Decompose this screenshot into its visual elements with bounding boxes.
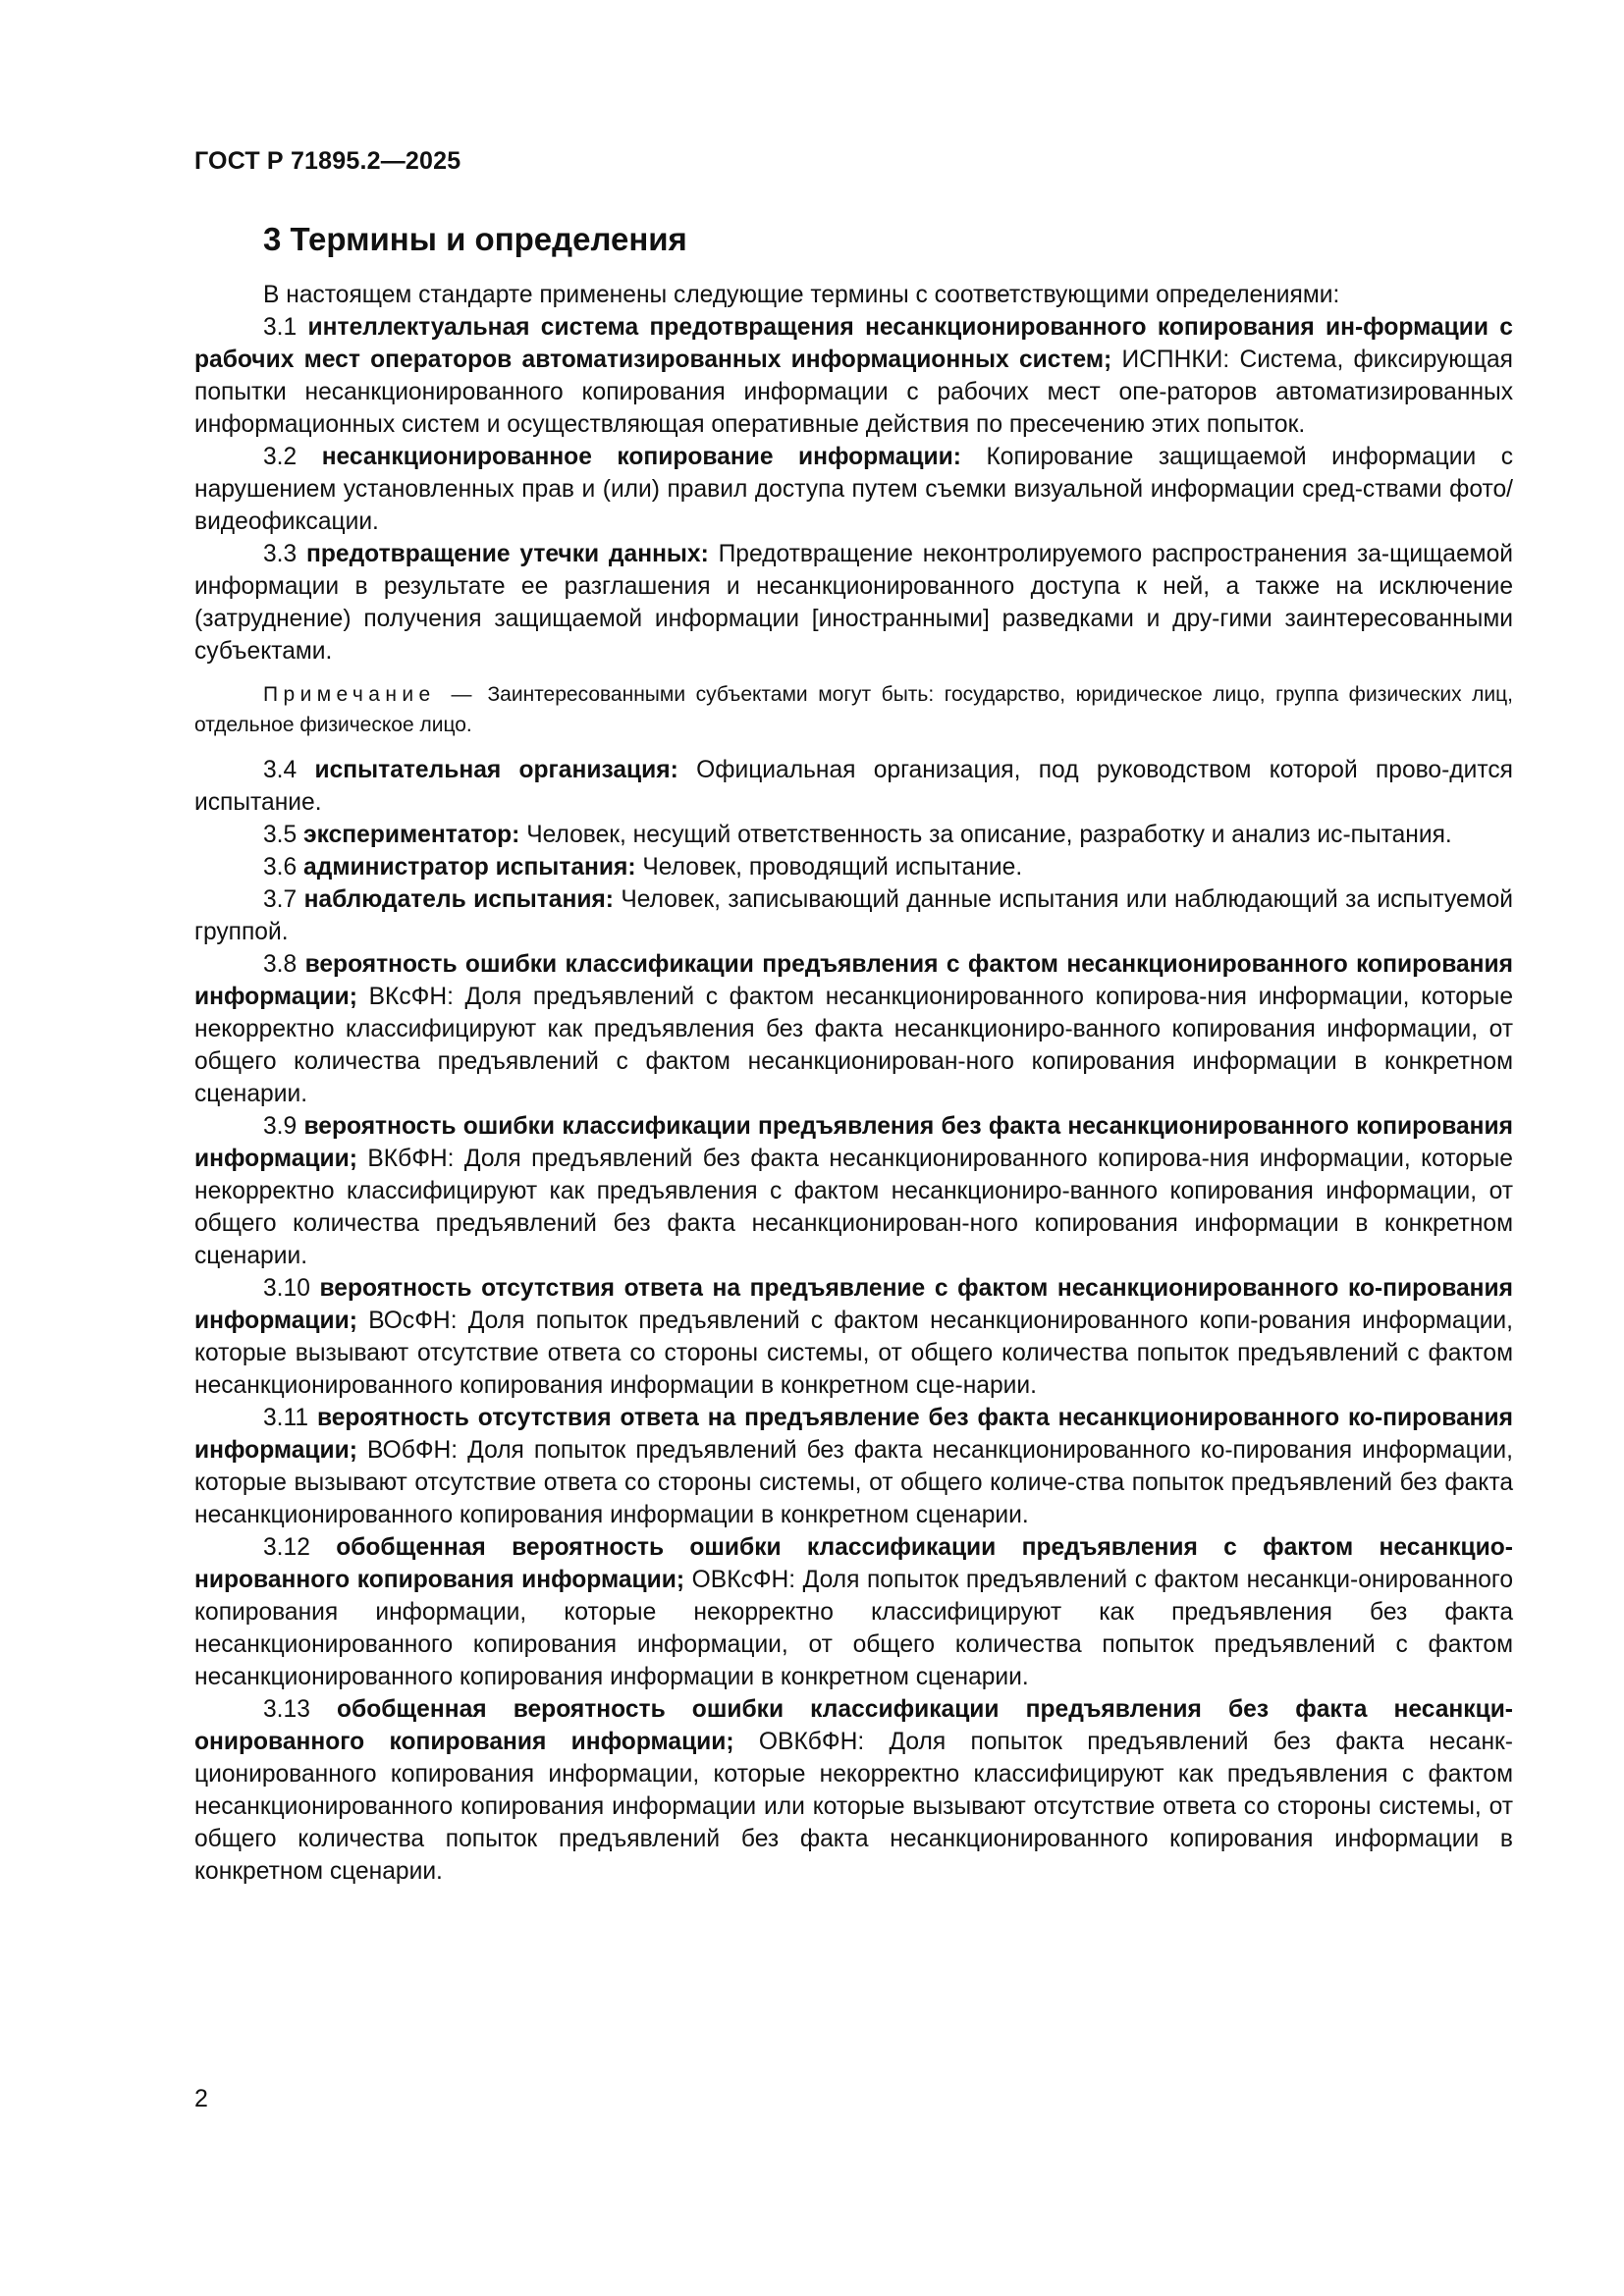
term-3-11 [194, 1402, 1513, 1531]
intro-paragraph: В настоящем стандарте применены следующие термины с соответствующими определениями: [263, 282, 1340, 308]
term-definition: ВОсФН: Доля попыток предъявлений с фактом несанкционированного копи-рования информации, которые вызывают отсутствие ответа со стороны системы, от общего количества попыток предъявлений с фактом несанкционированного копирования информации в конкретном сце-нарии. [194, 1308, 1513, 1399]
term-number: 3.3 [263, 541, 298, 567]
term-name: вероятность ошибки классификации предъявления с фактом несанкционированного копирования информации; [194, 951, 1514, 1010]
term-3-6 [194, 851, 1513, 883]
term-name: обобщенная вероятность ошибки классификации предъявления без факта несанкци-онированного копирования информации; [194, 1696, 1513, 1755]
term-number: 3.9 [263, 1113, 298, 1140]
term-name: наблюдатель испытания: [303, 886, 614, 913]
term-definition: ВОбФН: Доля попыток предъявлений без факта несанкционированного ко-пирования информации, которые вызывают отсутствие ответа со стороны системы, от общего количе-ства попыток предъявлений без факта несанкционированного копирования информации в конкретном сценарии. [194, 1437, 1513, 1528]
note-paragraph [194, 679, 1513, 740]
section-title: 3 Термины и определения [263, 221, 687, 257]
term-definition: Человек, проводящий испытание. [642, 854, 1023, 881]
term-3-5 [194, 819, 1513, 851]
term-3-13 [194, 1693, 1513, 1888]
term-definition: ВКсФН: Доля предъявлений с фактом несанкционированного копирова-ния информации, которые некорректно классифицируют как предъявления без факта несанкциониро-ванного копирования информации, от общего количества предъявлений с фактом несанкционирован-ного копирования информации в конкретном сценарии. [194, 984, 1513, 1107]
term-definition: ОВКсФН: Доля попыток предъявлений с фактом несанкци-онированного копирования информации, которые некорректно классифицируют как предъявления без факта несанкционированного копирования информации, от общего количества попыток предъявлений с фактом несанкционированного копирования информации в конкретном сценарии. [194, 1567, 1513, 1690]
term-definition: Человек, несущий ответственность за описание, разработку и анализ ис-пытания. [526, 822, 1452, 848]
term-number: 3.2 [263, 444, 298, 470]
term-3-4 [194, 754, 1513, 819]
document-code-header: ГОСТ Р 71895.2—2025 [194, 147, 461, 175]
term-3-8 [194, 948, 1513, 1110]
term-3-12 [194, 1531, 1513, 1693]
term-number: 3.13 [263, 1696, 310, 1723]
term-name: испытательная организация: [314, 757, 678, 783]
term-definition: Копирование защищаемой информации с нарушением установленных прав и (или) правил доступа путем съемки визуальной информации сред-ствами фото/видеофиксации. [194, 444, 1513, 535]
note-text: Заинтересованными субъектами могут быть: государство, юридическое лицо, группа физических лиц, отдельное физическое лицо. [194, 683, 1513, 736]
term-number: 3.7 [263, 886, 298, 913]
term-definition: Предотвращение неконтролируемого распространения за-щищаемой информации в результате ее разглашения и несанкционированного доступа к ней, а также на исключение (затруднение) получения защищаемой информации [иностранными] разведками и дру-гими заинтересованными субъектами. [194, 541, 1513, 665]
term-3-9 [194, 1110, 1513, 1272]
term-name: обобщенная вероятность ошибки классификации предъявления с фактом несанкцио-нированного копирования информации; [194, 1534, 1513, 1593]
term-definition: Официальная организация, под руководством которой прово-дится испытание. [194, 757, 1513, 816]
page-number: 2 [194, 2085, 208, 2112]
term-number: 3.8 [263, 951, 298, 978]
term-name: администратор испытания: [303, 854, 636, 881]
term-name: несанкционированное копирование информации: [321, 444, 961, 470]
term-number: 3.5 [263, 822, 298, 848]
term-name: вероятность отсутствия ответа на предъявление без факта несанкционированного ко-пирования информации; [194, 1405, 1513, 1464]
term-number: 3.11 [263, 1405, 309, 1431]
term-name: предотвращение утечки данных: [306, 541, 709, 567]
term-definition: ВКбФН: Доля предъявлений без факта несанкционированного копирова-ния информации, которые некорректно классифицируют как предъявления с фактом несанкциониро-ванного копирования информации, от общего количества предъявлений без факта несанкционирован-ного копирования информации в конкретном сценарии. [194, 1146, 1513, 1269]
term-number: 3.6 [263, 854, 298, 881]
term-3-7 [194, 883, 1513, 948]
term-name: интеллектуальная система предотвращения несанкционированного копирования ин-формации с рабочих мест операторов автоматизированных информационных систем; [194, 314, 1513, 373]
term-name: вероятность отсутствия ответа на предъявление с фактом несанкционированного ко-пирования информации; [194, 1275, 1513, 1334]
term-definition: ОВКбФН: Доля попыток предъявлений без факта несанк-ционированного копирования информации, которые некорректно классифицируют как предъявления с фактом несанкционированного копирования информации или которые вызывают отсутствие ответа со стороны системы, от общего количества попыток предъявлений без факта несанкционированного копирования информации в конкретном сценарии. [194, 1729, 1513, 1885]
term-number: 3.4 [263, 757, 298, 783]
term-definition: ИСПНКИ: Система, фиксирующая попытки несанкционированного копирования информации с рабочих мест опе-раторов автоматизированных информационных систем и осуществляющая оперативные действия по пресечению этих попыток. [194, 347, 1513, 438]
term-3-10 [194, 1272, 1513, 1402]
term-3-1 [194, 311, 1513, 441]
term-3-2 [194, 441, 1513, 538]
document-content [194, 216, 1513, 1888]
term-number: 3.10 [263, 1275, 310, 1302]
note-label: Примечание — [263, 683, 477, 706]
term-definition: Человек, записывающий данные испытания или наблюдающий за испытуемой группой. [194, 886, 1513, 945]
term-3-3 [194, 538, 1513, 667]
term-number: 3.1 [263, 314, 298, 341]
term-name: вероятность ошибки классификации предъявления без факта несанкционированного копирования информации; [194, 1113, 1513, 1172]
term-name: экспериментатор: [303, 822, 520, 848]
term-number: 3.12 [263, 1534, 310, 1561]
